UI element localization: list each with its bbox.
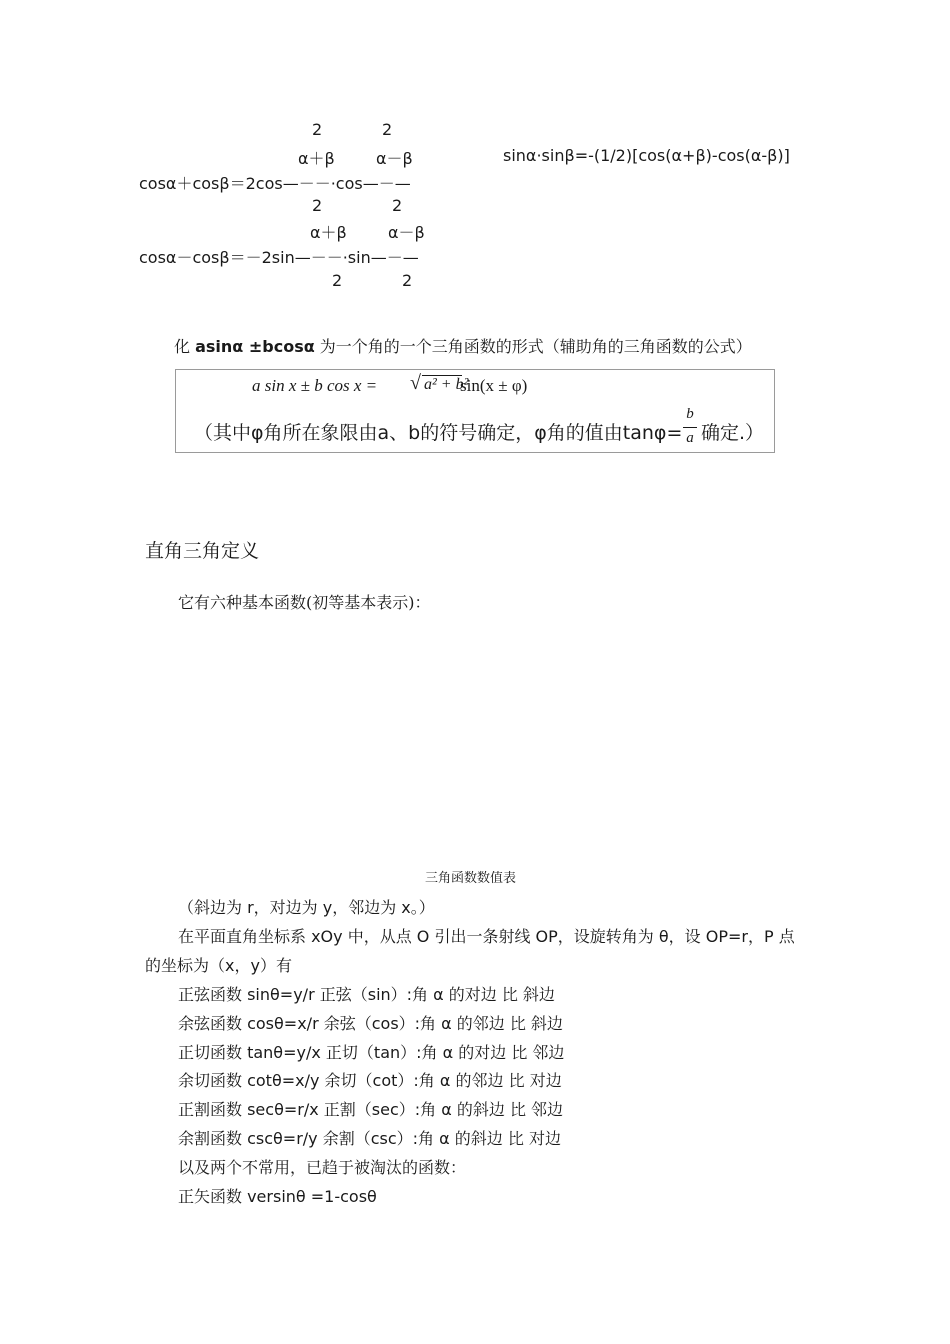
formula-note-end: 确定.） — [701, 422, 765, 444]
sqrt-sign: √ — [410, 372, 421, 394]
diff-denominator-2: 2 — [402, 271, 413, 290]
line-tan: 正切函数 tanθ=y/x 正切（tan）:角 α 的对边 比 邻边 — [178, 1043, 565, 1062]
sum-numerator-1: α＋β — [298, 149, 335, 168]
formula-note-start: （其中φ角所在象限由a、b的符号确定，φ角的值由tanφ= — [194, 422, 683, 444]
line-coordinate-cont: 的坐标为（x，y）有 — [145, 956, 292, 975]
fraction-bar — [683, 427, 697, 428]
fraction-denominator: a — [686, 430, 694, 446]
line-uncommon: 以及两个不常用，已趋于被淘汰的函数： — [178, 1158, 467, 1177]
fraction-numerator: b — [686, 406, 694, 422]
auxiliary-angle-formula-box — [175, 369, 775, 453]
line-sin: 正弦函数 sinθ=y/r 正弦（sin）:角 α 的对边 比 斜边 — [178, 985, 555, 1004]
line-definitions: （斜边为 r，对边为 y，邻边为 x。） — [178, 898, 435, 917]
line-csc: 余割函数 cscθ=r/y 余割（csc）:角 α 的斜边 比 对边 — [178, 1129, 561, 1148]
formula-radicand: a² + b² — [424, 376, 469, 393]
diff-numerator-2: α－β — [388, 223, 425, 242]
aux-heading-suffix: 为一个角的一个三角函数的形式（辅助角的三角函数的公式） — [314, 337, 752, 356]
table-caption: 三角函数数值表 — [425, 871, 517, 886]
top-denominator-1: 2 — [312, 120, 323, 139]
line-versin: 正矢函数 versinθ =1-cosθ — [178, 1187, 377, 1206]
sum-numerator-2: α－β — [376, 149, 413, 168]
line-cot: 余切函数 cotθ=x/y 余切（cot）:角 α 的邻边 比 对边 — [178, 1071, 562, 1090]
sum-denominator-1: 2 — [312, 196, 323, 215]
diff-numerator-1: α＋β — [310, 223, 347, 242]
aux-angle-heading — [174, 334, 752, 357]
top-denominator-2: 2 — [382, 120, 393, 139]
aux-heading-prefix: 化 — [174, 337, 196, 356]
formula-rhs: sin(x ± φ) — [460, 376, 528, 395]
diff-denominator-1: 2 — [332, 271, 343, 290]
line-coordinate-intro: 在平面直角坐标系 xOy 中，从点 O 引出一条射线 OP，设旋转角为 θ，设 OP=r，P 点 — [178, 927, 795, 946]
formula-lhs: a sin x ± b cos x = — [252, 376, 378, 395]
section-title: 直角三角定义 — [145, 540, 260, 562]
product-formula: sinα·sinβ=-(1/2)[cos(α+β)-cos(α-β)] — [503, 146, 790, 165]
aux-heading-bold: asinα ±bcosα — [195, 337, 315, 356]
intro-text: 它有六种基本函数(初等基本表示)： — [178, 593, 431, 612]
sum-denominator-2: 2 — [392, 196, 403, 215]
line-cos: 余弦函数 cosθ=x/r 余弦（cos）:角 α 的邻边 比 斜边 — [178, 1014, 563, 1033]
cos-diff-formula: cosα－cosβ＝－2sin—－－·sin—－— — [139, 248, 419, 267]
line-sec: 正割函数 secθ=r/x 正割（sec）:角 α 的斜边 比 邻边 — [178, 1100, 564, 1119]
cos-sum-formula: cosα＋cosβ＝2cos—－－·cos—－— — [139, 174, 411, 193]
